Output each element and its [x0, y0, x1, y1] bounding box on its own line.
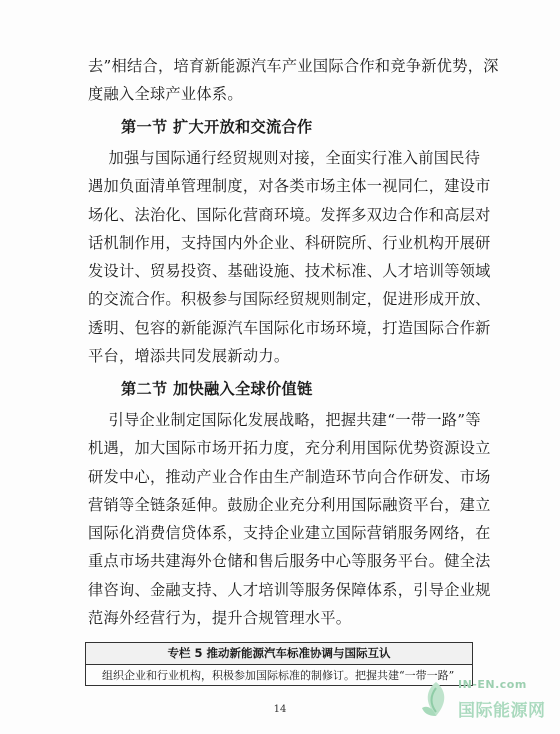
text-line: 重点市场共建海外仓储和售后服务中心等服务平台。健全法: [88, 552, 491, 571]
text-line: 的交流合作。积极参与国际经贸规则制定，促进形成开放、: [88, 290, 491, 309]
text-line: 透明、包容的新能源汽车国际化市场环境，打造国际合作新: [88, 318, 491, 337]
leaf-logo-icon: [418, 680, 454, 720]
text-line: 度融入全球产业体系。: [88, 85, 243, 104]
sidebar-box: [85, 642, 473, 686]
section-heading-1: 第一节 扩大开放和交流合作: [121, 118, 313, 136]
text-line: 场化、法治化、国际化营商环境。发挥多双边合作和高层对: [88, 205, 491, 224]
watermark-name: 国际能源网: [458, 701, 546, 721]
text-line: 律咨询、金融支持、人才培训等服务保障体系，引导企业规: [88, 580, 491, 599]
box-text: 组织企业和行业机构，积极参加国际标准的制修订。把握共建“一带一路”: [102, 669, 455, 682]
paragraph-1: [88, 52, 499, 109]
text-line: 话机制作用，支持国内外企业、科研院所、行业机构开展研: [88, 233, 491, 252]
text-line: 范海外经营行为，提升合规管理水平。: [88, 609, 352, 628]
text-line: 国际化消费信贷体系，支持企业建立国际营销服务网络，在: [88, 524, 491, 543]
text-line: 引导企业制定国际化发展战略，把握共建“一带一路”等: [88, 411, 481, 429]
text-line: 加强与国际通行经贸规则对接，全面实行准入前国民待: [88, 149, 481, 167]
section-heading-2: 第二节 加快融入全球价值链: [121, 380, 313, 398]
text-line: 研发中心，推动产业合作由生产制造环节向合作研发、市场: [88, 467, 491, 486]
text-line: 发设计、贸易投资、基础设施、技术标准、人才培训等领域: [88, 262, 491, 281]
text-line: 营销等全链条延伸。鼓励企业充分利用国际融资平台，建立: [88, 495, 491, 514]
text-line: 去”相结合，培育新能源汽车产业国际合作和竞争新优势，深: [88, 57, 499, 75]
box-title: 专栏 5 推动新能源汽车标准协调与国际互认: [86, 643, 472, 665]
watermark: [418, 668, 558, 730]
watermark-url: IN-EN.com: [458, 678, 527, 691]
text-line: 平台，增添共同发展新动力。: [88, 347, 290, 366]
paragraph-3: [88, 406, 491, 632]
text-line: 机遇，加大国际市场开拓力度，充分利用国际优势资源设立: [88, 439, 491, 458]
text-line: 遇加负面清单管理制度，对各类市场主体一视同仁，建设市: [88, 177, 491, 196]
paragraph-2: [88, 144, 491, 370]
page-number: 14: [273, 704, 287, 715]
